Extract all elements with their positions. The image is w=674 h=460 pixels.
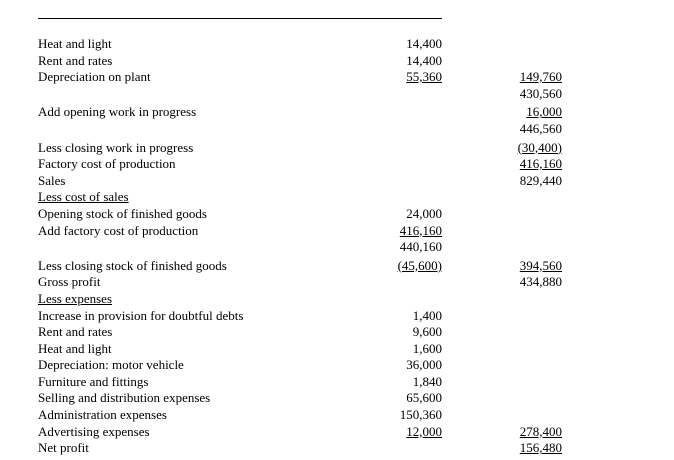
amount-col2 — [442, 357, 562, 374]
amount-col1 — [362, 121, 442, 138]
amount-col1 — [362, 291, 442, 308]
statement-row — [38, 121, 562, 138]
amount-col2 — [442, 223, 562, 240]
row-label: Selling and distribution expenses — [38, 390, 211, 406]
statement-row — [38, 357, 562, 374]
amount-col1: 65,600 — [406, 390, 442, 406]
amount-col2: 278,400 — [519, 423, 562, 439]
row-label: Heat and light — [38, 340, 112, 356]
statement-row — [38, 324, 562, 341]
row-label: Factory cost of production — [38, 156, 176, 172]
statement-row — [38, 189, 562, 206]
row-label: Gross profit — [38, 274, 101, 290]
amount-col1: 440,160 — [399, 239, 442, 255]
row-label — [38, 86, 362, 103]
amount-col2: 416,160 — [519, 156, 562, 172]
row-label: Administration expenses — [38, 407, 167, 423]
statement-row — [38, 258, 562, 275]
row-label: Less expenses — [38, 290, 113, 306]
amount-col2 — [442, 239, 562, 256]
statement-row — [38, 374, 562, 391]
top-rule — [38, 18, 442, 19]
statement-row — [38, 308, 562, 325]
statement-row — [38, 424, 562, 441]
statement-row — [38, 291, 562, 308]
amount-col1: 1,600 — [412, 340, 442, 356]
statement-table — [38, 36, 562, 457]
statement-row — [38, 53, 562, 70]
amount-col1: (45,600) — [397, 257, 442, 273]
amount-col2 — [442, 53, 562, 70]
amount-col1: 9,600 — [412, 324, 442, 340]
row-label: Increase in provision for doubtful debts — [38, 307, 244, 323]
amount-col1: 24,000 — [406, 205, 442, 221]
row-label — [38, 121, 362, 138]
amount-col1 — [362, 156, 442, 173]
amount-col2 — [442, 206, 562, 223]
statement-row — [38, 69, 562, 86]
amount-col2 — [442, 291, 562, 308]
amount-col2: (30,400) — [517, 139, 562, 155]
statement-row — [38, 86, 562, 103]
amount-col1 — [362, 440, 442, 457]
amount-col2 — [442, 324, 562, 341]
amount-col2: 16,000 — [526, 104, 562, 120]
statement-row — [38, 440, 562, 457]
amount-col2 — [442, 189, 562, 206]
amount-col2: 446,560 — [519, 120, 562, 136]
amount-col2: 434,880 — [519, 274, 562, 290]
row-label: Rent and rates — [38, 52, 113, 68]
row-label: Depreciation on plant — [38, 69, 151, 85]
amount-col1: 1,840 — [412, 373, 442, 389]
amount-col2 — [442, 374, 562, 391]
row-label: Advertising expenses — [38, 423, 150, 439]
statement-row — [38, 223, 562, 240]
amount-col2: 156,480 — [519, 440, 562, 456]
statement-row — [38, 341, 562, 358]
row-label: Sales — [38, 172, 66, 188]
amount-col1: 12,000 — [406, 423, 442, 439]
amount-col2: 394,560 — [519, 257, 562, 273]
amount-col1: 150,360 — [399, 407, 442, 423]
amount-col2 — [442, 308, 562, 325]
amount-col2 — [442, 341, 562, 358]
statement-row — [38, 173, 562, 190]
amount-col1: 14,400 — [406, 36, 442, 51]
amount-col2 — [442, 390, 562, 407]
row-label: Opening stock of finished goods — [38, 205, 207, 221]
amount-col2 — [442, 36, 562, 53]
amount-col2: 430,560 — [519, 85, 562, 101]
row-label: Add factory cost of production — [38, 222, 199, 238]
statement-row — [38, 104, 562, 121]
row-label: Add opening work in progress — [38, 104, 197, 120]
row-label: Less closing stock of finished goods — [38, 257, 227, 273]
amount-col1 — [362, 104, 442, 121]
statement-row — [38, 407, 562, 424]
amount-col1: 55,360 — [406, 69, 442, 85]
row-label — [38, 239, 362, 256]
statement-row — [38, 36, 562, 53]
amount-col1: 14,400 — [406, 52, 442, 68]
row-label: Rent and rates — [38, 324, 113, 340]
statement-row — [38, 206, 562, 223]
statement-row — [38, 156, 562, 173]
amount-col1: 1,400 — [412, 307, 442, 323]
row-label: Less closing work in progress — [38, 139, 194, 155]
row-label: Furniture and fittings — [38, 373, 149, 389]
amount-col1 — [362, 189, 442, 206]
row-label: Net profit — [38, 440, 89, 456]
row-label: Less cost of sales — [38, 189, 129, 205]
row-label: Heat and light — [38, 36, 112, 51]
amount-col2 — [442, 407, 562, 424]
amount-col1 — [362, 140, 442, 157]
amount-col2: 149,760 — [519, 69, 562, 85]
row-label: Depreciation: motor vehicle — [38, 357, 184, 373]
amount-col2: 829,440 — [519, 172, 562, 188]
statement-row — [38, 239, 562, 256]
statement-row — [38, 274, 562, 291]
statement-row — [38, 140, 562, 157]
amount-col1 — [362, 173, 442, 190]
statement-row — [38, 390, 562, 407]
amount-col1: 36,000 — [406, 357, 442, 373]
amount-col1 — [362, 274, 442, 291]
amount-col1: 416,160 — [399, 222, 442, 238]
amount-col1 — [362, 86, 442, 103]
